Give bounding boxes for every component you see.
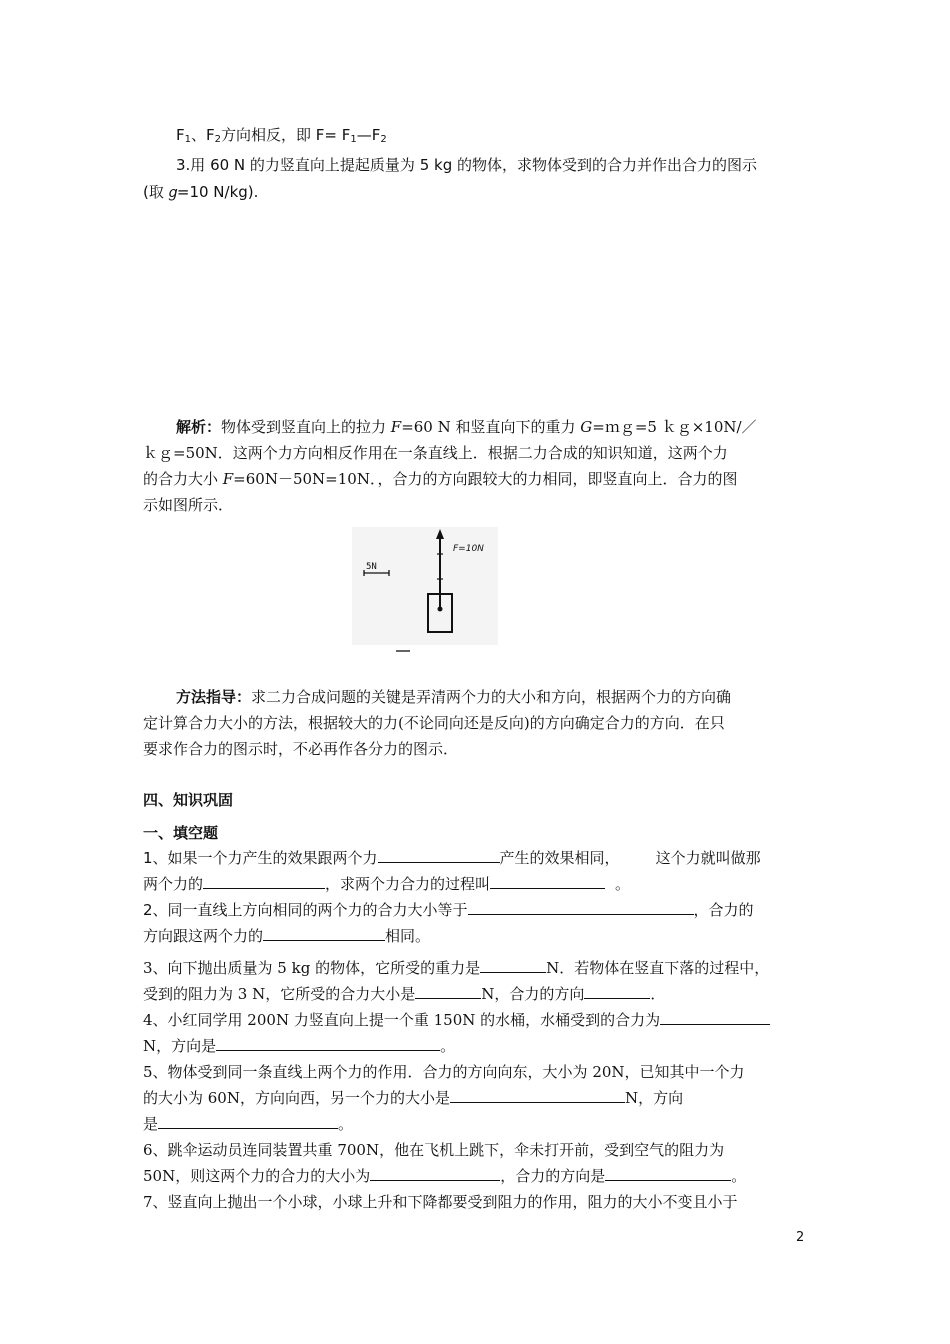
analysis-line-4: 示如图所示． [143, 496, 234, 514]
q2-line-2: 方向跟这两个力的 相同。 [143, 927, 431, 945]
q2-line-1: 2、同一直线上方向相同的两个力的合力大小等于 ，合力的 [143, 901, 754, 919]
blank[interactable] [605, 1165, 731, 1181]
subsection-title: 一、填空题 [143, 824, 219, 842]
force-diagram [352, 527, 498, 657]
action-point [438, 607, 443, 612]
question-3-line-2: (取 𝑔=10 N/kg). [143, 183, 259, 201]
q3-line-1: 3、向下抛出质量为 5 kg 的物体，它所受的重力是 N．若物体在竖直下落的过程中， [143, 959, 770, 977]
analysis-line-2: ｋｇ=50N．这两个力方向相反作用在一条直线上．根据二力合成的知识知道，这两个力 [143, 444, 728, 462]
q5-line-2: 的大小为 60N，方向向西，另一个力的大小是 N，方向 [143, 1089, 684, 1107]
page-number: 2 [796, 1230, 805, 1245]
analysis-line-1: 解析：物体受到竖直向上的拉力 𝐹=60 N 和竖直向下的重力 𝐺=ｍｇ=5 ｋｇ×10N/／ [176, 418, 757, 436]
blank[interactable] [370, 1165, 500, 1181]
q5-line-3: 是 。 [143, 1115, 354, 1133]
q1-line-2: 两个力的 ，求两个力合力的过程叫 。 [143, 875, 631, 893]
scale-label: 5N [366, 562, 377, 572]
blank[interactable] [203, 873, 325, 889]
q7-line-1: 7、竖直向上抛出一个小球，小球上升和下降都要受到阻力的作用，阻力的大小不变且小于 [143, 1193, 738, 1211]
blank[interactable] [158, 1113, 338, 1129]
blank[interactable] [584, 983, 650, 999]
blank[interactable] [450, 1087, 625, 1103]
blank[interactable] [378, 847, 500, 863]
q1-line-1: 1、如果一个力产生的效果跟两个力 产生的效果相同， 这个力就叫做那 [143, 849, 761, 867]
q5-line-1: 5、物体受到同一条直线上两个力的作用．合力的方向向东，大小为 20N，已知其中一个力 [143, 1063, 745, 1081]
q4-line-2: N，方向是 。 [143, 1037, 456, 1055]
blank[interactable] [480, 957, 546, 973]
q4-line-1: 4、小红同学用 200N 力竖直向上提一个重 150N 的水桶，水桶受到的合力为 [143, 1009, 770, 1031]
method-line-1: 方法指导：求二力合成问题的关键是弄清两个力的大小和方向，根据两个力的方向确 [176, 688, 732, 706]
blank[interactable] [216, 1035, 440, 1051]
section-title: 四、知识巩固 [143, 791, 234, 809]
q6-line-1: 6、跳伞运动员连同装置共重 700N，他在飞机上跳下，伞未打开前，受到空气的阻力为 [143, 1141, 725, 1159]
force-label: F=10N [453, 544, 484, 554]
blank[interactable] [263, 925, 385, 941]
blank[interactable] [660, 1009, 770, 1025]
blank[interactable] [415, 983, 481, 999]
q3-line-2: 受到的阻力为 3 N，它所受的合力大小是 N，合力的方向 ． [143, 985, 666, 1003]
blank[interactable] [468, 899, 694, 915]
formula-line: $F_1$、$F_2$方向相反，即 $F= F_1—F_2$ [176, 126, 387, 145]
method-label: 方法指导： [176, 688, 252, 706]
analysis-label: 解析： [176, 418, 222, 436]
question-3-line-1: 3.用 60 N 的力竖直向上提起质量为 5 kg 的物体，求物体受到的合力并作出合力的图示 [176, 156, 757, 174]
method-line-2: 定计算合力大小的方法，根据较大的力(不论同向还是反向)的方向确定合力的方向．在只 [143, 714, 725, 732]
method-line-3: 要求作合力的图示时，不必再作各分力的图示． [143, 740, 459, 758]
q6-line-2: 50N，则这两个力的合力的大小为 ，合力的方向是 。 [143, 1167, 747, 1185]
blank[interactable] [490, 873, 605, 889]
analysis-line-3: 的合力大小 𝐹=60N－50N=10N．，合力的方向跟较大的力相同，即竖直向上．合力的图 [143, 470, 738, 488]
